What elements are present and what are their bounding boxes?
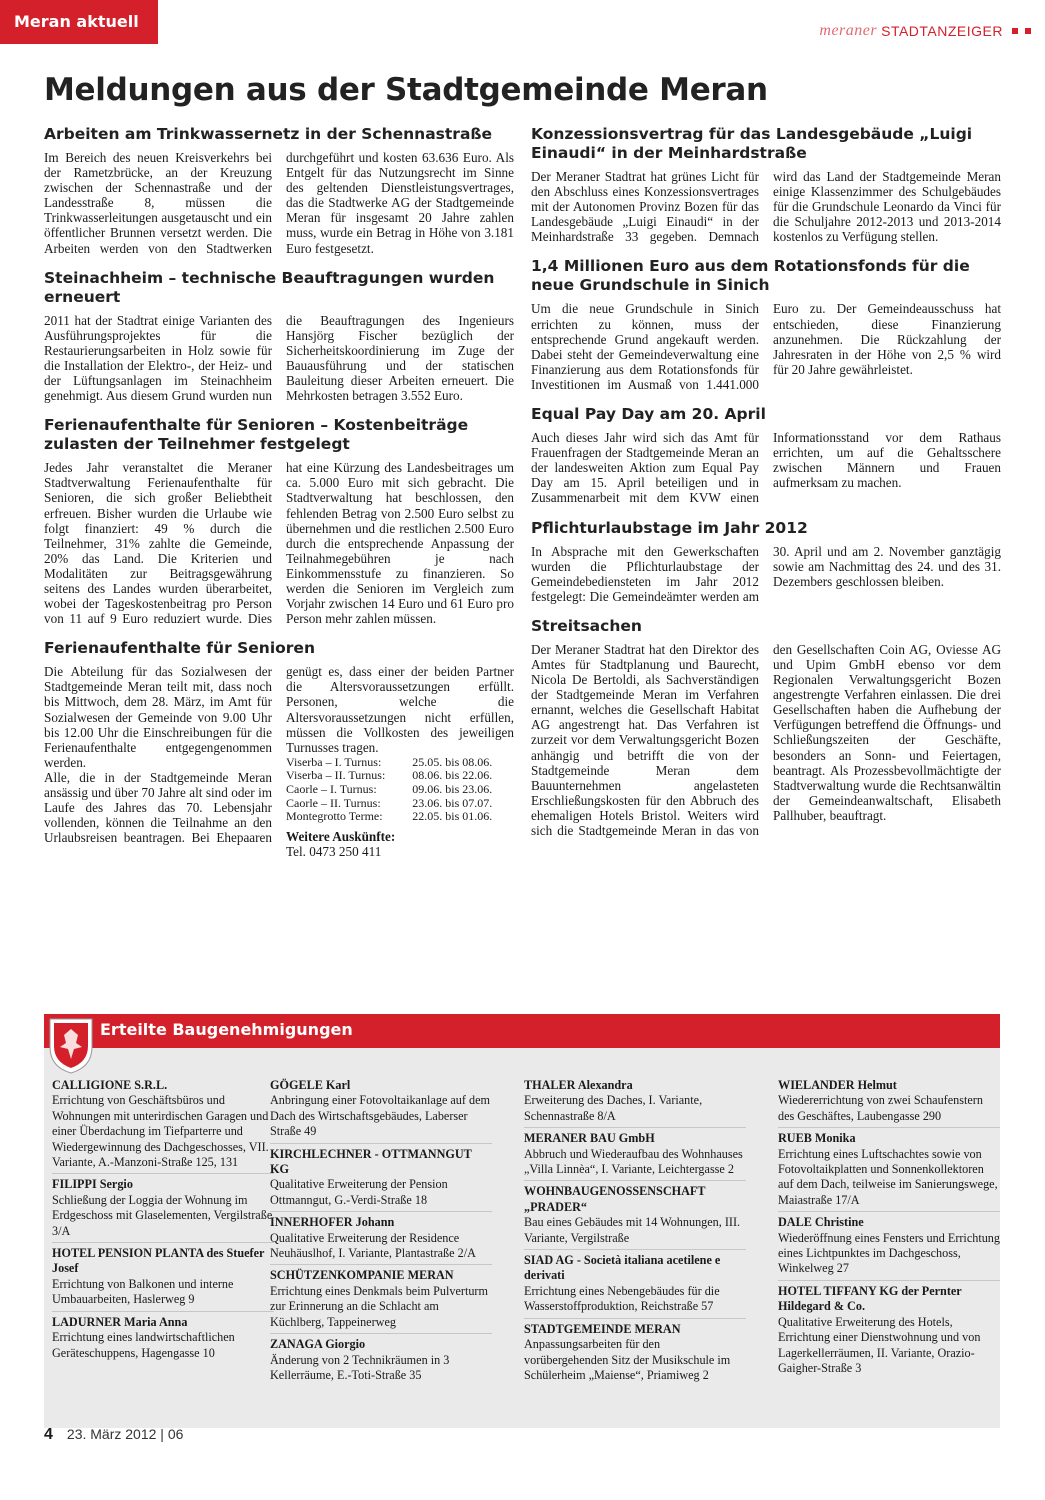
permit-entry: [524, 1131, 746, 1181]
article: [44, 639, 514, 859]
article-title: Equal Pay Day am 20. April: [531, 405, 766, 424]
article-body: [44, 664, 514, 859]
article: [44, 416, 514, 626]
article-title: 1,4 Millionen Euro aus dem Rotationsfonds für die neue Grundschule in Sinich: [531, 257, 970, 295]
schedule-place: Caorle – II. Turnus:: [286, 795, 381, 810]
baugenehmigungen-column: [778, 1078, 1000, 1382]
masthead-italic: meraner: [819, 22, 878, 39]
permit-entry: [52, 1246, 274, 1312]
article-body: Um die neue Grundschule in Sinich errichten zu können, muss der entsprechende Grund angekauft werden. Dabei steht der Gemeindeverwaltung eine Finanzierung aus dem Rotationsfonds für Investitionen im Ausmaß von 1.441.000 Euro zu. Der Gemeindeausschuss hat entschieden, diese Finanzierung anzunehmen. Die Rückzahlung der Jahresraten in der Höhe von 2,5 % wird für 20 Jahre gewährleistet.: [531, 301, 1001, 392]
article-body: Auch dieses Jahr wird sich das Amt für Frauenfragen der Stadtgemeinde Meran an der landesweiten Aktion zum Equal Pay Day am 15. April beteiligen und in Zusammenarbeit mit dem KVW einen Informationsstand vor dem Rathaus errichten, um auf die Gehaltsschere zwischen Männern und Frauen aufmerksam zu machen.: [531, 430, 1001, 506]
permit-entry: [524, 1078, 746, 1128]
article-body: Der Meraner Stadtrat hat grünes Licht für den Abschluss eines Konzessionsvertrages mit der Autonomen Provinz Bozen für das Landesgebäude „Luigi Einaudi“ in der Meinhardstraße 33 gegeben. Demnach wird das Land der Stadtgemeinde Meran einige Klassenzimmer des Schulgebäudes für die Grundschule Leonardo da Vinci für die Schuljahre 2012-2013 und 2013-2014 kostenlos zu Verfügung stellen.: [531, 169, 1001, 245]
section-tab: Meran aktuell: [0, 0, 158, 44]
schedule-row: [286, 783, 514, 797]
article: [531, 257, 1001, 392]
coat-of-arms-icon: [48, 1017, 94, 1075]
schedule-dates: 09.06. bis 23.06.: [412, 782, 493, 796]
article: [44, 269, 514, 404]
permit-desc: Bau eines Gebäudes mit 14 Wohnungen, III. Variante, Vergilstraße: [524, 1215, 741, 1245]
article-title: Streitsachen: [531, 616, 642, 635]
article-title: Pflichturlaubstage im Jahr 2012: [531, 518, 808, 537]
permit-name: THALER Alexandra: [524, 1078, 633, 1092]
permit-desc: Abbruch und Wiederaufbau des Wohnhauses „Villa Linnèa“, I. Variante, Leichtergasse 2: [524, 1146, 743, 1177]
permit-desc: Errichtung von Balkonen und interne Umbauarbeiten, Haslerweg 9: [52, 1276, 234, 1307]
baugenehmigungen-column: [52, 1078, 274, 1367]
permit-desc: Erweiterung des Daches, I. Variante, Schennastraße 8/A: [524, 1093, 703, 1123]
page-number: 4: [44, 1426, 53, 1443]
article-body: In Absprache mit den Gewerkschaften wurden die Pflichturlaubstage der Gemeindebediensteten im Jahr 2012 festgelegt: Die Gemeindeämter werden am 30. April und am 2. November ganztägig sowie am Nachmittag des 24. und des 31. Dezembers geschlossen bleiben.: [531, 543, 1001, 604]
masthead-square-icon: [1012, 28, 1018, 34]
permit-name: STADTGEMEINDE MERAN: [524, 1321, 681, 1336]
article-body: Der Meraner Stadtrat hat den Direktor des Amtes für Stadtplanung und Baurecht, Nicola De Bertoldi, als Sachverständigen der Stadtgemeinde Meran im Verfahren ernannt, welches die Gesellschaft Habitat AG angestrengt hat. Das Verfahren ist zurzeit vor dem Verwaltungsgericht Bozen anhängig und betrifft die von der Stadtgemeinde Meran dem Bauunternehmen angelasteten Erschließungskosten für den Abbruch des ehemaligen Hotels Bristol. Weiters wird sich die Stadtgemeinde Meran in das von den Gesellschaften Coin AG, Oviesse AG und Upim GmbH ebenso vor dem Regionalen Verwaltungsgericht Bozen angestrengte Verfahren einlassen. Die drei Gesellschaften haben die Aufhebung der Verfügungen betreffend die Öffnungs- und Schließungszeiten der Geschäfte, besonders an Sonn- und Feiertagen, beantragt. Als Prozessbevollmächtigte der Stadtverwaltung wurde die Rechtsanwältin der Gemeindeanwaltschaft, Elisabeth Pallhuber, beauftragt.: [531, 641, 1001, 838]
masthead: [819, 22, 1031, 40]
article: [531, 405, 1001, 505]
schedule-place: Viserba – II. Turnus:: [286, 768, 386, 783]
permit-name: RUEB Monika: [778, 1131, 856, 1146]
permit-desc: Schließung der Loggia der Wohnung im Erdgeschoss mit Glaselementen, Vergilstraße 3/A: [52, 1192, 273, 1238]
permit-entry: [524, 1253, 746, 1319]
issue-date: 23. März 2012 | 06: [66, 1426, 184, 1442]
permit-name: WIELANDER Helmut: [778, 1078, 897, 1092]
permit-name: SCHÜTZENKOMPANIE MERAN: [270, 1268, 454, 1283]
schedule-row: [286, 810, 514, 824]
baugenehmigungen-column: [524, 1078, 746, 1389]
schedule-row: [286, 797, 514, 811]
article-body: 2011 hat der Stadtrat einige Varianten des Ausführungsprojektes für die Restaurierungsarbeiten in Holz sowie für die Installation der Elektro-, der Heiz- und der Lüftungsanlagen im Steinachheim genehmigt. Aus diesem Grund wurden nun die Beauftragungen des Ingenieurs Hansjörg Fischer bezüglich der Sicherheitskoordinierung im Zuge der Bauausführung und der statischen Bauleitung dieser Arbeiten erneuert. Die Mehrkosten betragen 3.552 Euro.: [44, 312, 514, 404]
schedule-table: [286, 756, 514, 824]
permit-name: WOHNBAUGENOSSENSCHAFT „PRADER“: [524, 1184, 706, 1214]
permit-entry: [524, 1322, 746, 1387]
permit-desc: Anbringung einer Fotovoltaikanlage auf dem Dach des Wirtschaftsgebäudes, Laberser Straße 49: [270, 1093, 490, 1139]
permit-entry: [270, 1147, 492, 1213]
article-title: Konzessionsvertrag für das Landesgebäude „Luigi Einaudi“ in der Meinhardstraße: [531, 125, 973, 162]
permit-desc: Qualitative Erweiterung der Residence Neuhäuslhof, I. Variante, Plantastraße 2/A: [270, 1230, 476, 1261]
schedule-dates: 22.05. bis 01.06.: [412, 809, 493, 824]
permit-entry: [778, 1284, 1000, 1379]
permit-desc: Wiedererrichtung von zwei Schaufenstern des Geschäftes, Laubengasse 290: [778, 1093, 983, 1123]
left-column: [44, 125, 514, 872]
article-title: Steinachheim – technische Beauftragungen wurden erneuert: [44, 268, 495, 306]
permit-name: HOTEL TIFFANY KG der Pernter Hildegard & Co.: [778, 1283, 962, 1314]
permit-desc: Wiederöffnung eines Fensters und Errichtung eines Lichtpunktes im Dachgeschoss, Winkelweg 27: [778, 1230, 1000, 1276]
permit-name: SIAD AG - Società italiana acetilene e derivati: [524, 1253, 721, 1283]
schedule-dates: 23.06. bis 07.07.: [412, 795, 493, 810]
permit-name: ZANAGA Giorgio: [270, 1337, 366, 1352]
schedule-dates: 25.05. bis 08.06.: [412, 754, 493, 769]
masthead-name: STADTANZEIGER: [881, 23, 1003, 39]
permit-name: INNERHOFER Johann: [270, 1215, 395, 1230]
article-title: Ferienaufenthalte für Senioren – Kostenbeiträge zulasten der Teilnehmer festgelegt: [44, 416, 469, 454]
article: [531, 617, 1001, 838]
page-footer: [44, 1426, 183, 1444]
article: [531, 519, 1001, 604]
article: [44, 125, 514, 256]
permit-entry: [270, 1078, 492, 1144]
permit-desc: Änderung von 2 Technikräumen in 3 Kellerräume, E.-Toti-Straße 35: [270, 1352, 450, 1382]
page-title: Meldungen aus der Stadtgemeinde Meran: [44, 72, 768, 108]
permit-name: LADURNER Maria Anna: [52, 1314, 188, 1329]
baugenehmigungen-column: [270, 1078, 492, 1389]
schedule-place: Viserba – I. Turnus:: [286, 754, 382, 769]
permit-name: HOTEL PENSION PLANTA des Stuefer Josef: [52, 1246, 265, 1276]
permit-entry: [52, 1315, 274, 1364]
masthead-square-icon: [1025, 28, 1031, 34]
article-body: Im Bereich des neuen Kreisverkehrs bei der Rametzbrücke, an der Kreuzung zwischen der Schennastraße und der Landesstraße 8, müssen die Trinkwasserleitungen ausgetauscht und ein öffentlicher Brunnen versetzt werden. Die Arbeiten werden von den Stadtwerken durchgeführt und kosten 63.636 Euro. Als Entgelt für das Nutzungsrecht im Sinne des geltenden Dienstleistungsvertrages, das die Stadtwerke AG der Stadtgemeinde Meran für insgesamt 20 Jahre zahlen muss, wurde ein Betrag in Höhe von 3.181 Euro festgesetzt.: [44, 150, 514, 256]
schedule-row: [286, 756, 514, 770]
permit-entry: [778, 1215, 1000, 1281]
article-title: Arbeiten am Trinkwassernetz in der Schennastraße: [44, 125, 493, 143]
contact-phone: Tel. 0473 250 411: [286, 843, 382, 859]
permit-name: GÖGELE Karl: [270, 1078, 351, 1092]
article-paragraph: Die Abteilung für das Sozialwesen der Stadtgemeinde Meran teilt mit, dass noch bis Mittwoch, dem 28. März, im Amt für Sozialwesen der Gemeinde von 9.00 Uhr bis 12.00 Uhr die Einschreibungen für die Ferienaufenthalte entgegengenommen werden.: [44, 664, 272, 770]
article-body: Jedes Jahr veranstaltet die Meraner Stadtverwaltung Ferienaufenthalte für Senioren, die sich großer Beliebtheit erfreuen. Bisher wurden die Urlaube wie folgt finanziert: 49 % durch die Teilnehmer, 31% zahlte die Gemeinde, 20% das Land. Die Kriterien und Modalitäten zur Beitragsgewährung seitens des Landes wurden überarbeitet, wobei der Tageskostenbeitrag pro Person von 11 auf 9 Euro reduziert wurde. Dies hat eine Kürzung des Landesbeitrages um ca. 5.000 Euro mit sich gebracht. Die Stadtverwaltung hat beschlossen, den fehlenden Betrag von 2.500 Euro selbst zu übernehmen und die restlichen 2.500 Euro durch die entsprechende Anpassung der Teilnahmegebühren je nach Einkommensstufe zu finanzieren. So werden die Senioren im Vergleich zum Vorjahr zwischen 14 Euro und 61 Euro pro Person mehr zahlen müssen.: [44, 460, 514, 627]
permit-entry: [52, 1177, 274, 1243]
right-column: [531, 125, 1001, 851]
permit-name: FILIPPI Sergio: [52, 1177, 133, 1192]
permit-desc: Errichtung von Geschäftsbüros und Wohnungen mit unterirdischen Garagen und einer Überdachung im Tiefparterre und Wiedergewinnung des Dachgeschosses, VII. Variante, A.-Manzoni-Straße 125, 131: [52, 1093, 269, 1170]
permit-name: DALE Christine: [778, 1215, 864, 1230]
permit-desc: Errichtung eines Luftschachtes sowie von Fotovoltaikplatten und Sonnenkollektoren auf dem Dach, teilweise im Sanierungswege, Maiastraße 17/A: [778, 1146, 998, 1207]
schedule-dates: 08.06. bis 22.06.: [412, 768, 493, 783]
permit-entry: [778, 1078, 1000, 1128]
permit-entry: [270, 1215, 492, 1265]
schedule-place: Caorle – I. Turnus:: [286, 782, 377, 796]
permit-desc: Errichtung eines Nebengebäudes für die Wasserstoffproduktion, Reichstraße 57: [524, 1283, 720, 1314]
permit-desc: Qualitative Erweiterung des Hotels, Errichtung einer Dienstwohnung und von Lagerkellerräumen, II. Variante, Orazio-Gaigher-Straße 3: [778, 1314, 981, 1375]
schedule-row: [286, 769, 514, 783]
permit-entry: [52, 1078, 274, 1174]
baugenehmigungen-title: Erteilte Baugenehmigungen: [100, 1020, 353, 1039]
permit-desc: Anpassungsarbeiten für den vorübergehenden Sitz der Musikschule im Schülerheim „Maiense“, Priamiweg 2: [524, 1337, 731, 1382]
permit-entry: [778, 1131, 1000, 1212]
article-title: Ferienaufenthalte für Senioren: [44, 639, 315, 658]
permit-desc: Qualitative Erweiterung der Pension Ottmanngut, G.-Verdi-Straße 18: [270, 1177, 448, 1207]
permit-name: MERANER BAU GmbH: [524, 1131, 655, 1146]
permit-desc: Errichtung eines landwirtschaftlichen Geräteschuppens, Hagengasse 10: [52, 1330, 235, 1360]
permit-entry: [270, 1337, 492, 1386]
permit-name: KIRCHLECHNER - OTTMANNGUT KG: [270, 1146, 472, 1177]
contact-label: Weitere Auskünfte:: [286, 828, 396, 844]
permit-entry: [524, 1184, 746, 1250]
permit-entry: [270, 1268, 492, 1334]
article-paragraph: Alle, die in der Stadtgemeinde Meran ansässig und über 70 Jahre alt sind oder im Laufe des Jahres das 70. Lebensjahr vollenden, können die Teilnahme an den Urlaubsreisen beantragen. Bei Ehepaaren genügt es, dass einer der beiden Partner die Altersvoraussetzungen erfüllt. Personen, welche die Altersvoraussetzungen nicht erfüllen, müssen die Vollkosten des jeweiligen Turnusses tragen.: [44, 664, 514, 846]
article: [531, 125, 1001, 244]
schedule-place: Montegrotto Terme:: [286, 809, 383, 824]
permit-desc: Errichtung eines Denkmals beim Pulverturm zur Erinnerung an die Schlacht am Küchlberg, Tappeinerweg: [270, 1283, 488, 1329]
permit-name: CALLIGIONE S.R.L.: [52, 1078, 168, 1092]
